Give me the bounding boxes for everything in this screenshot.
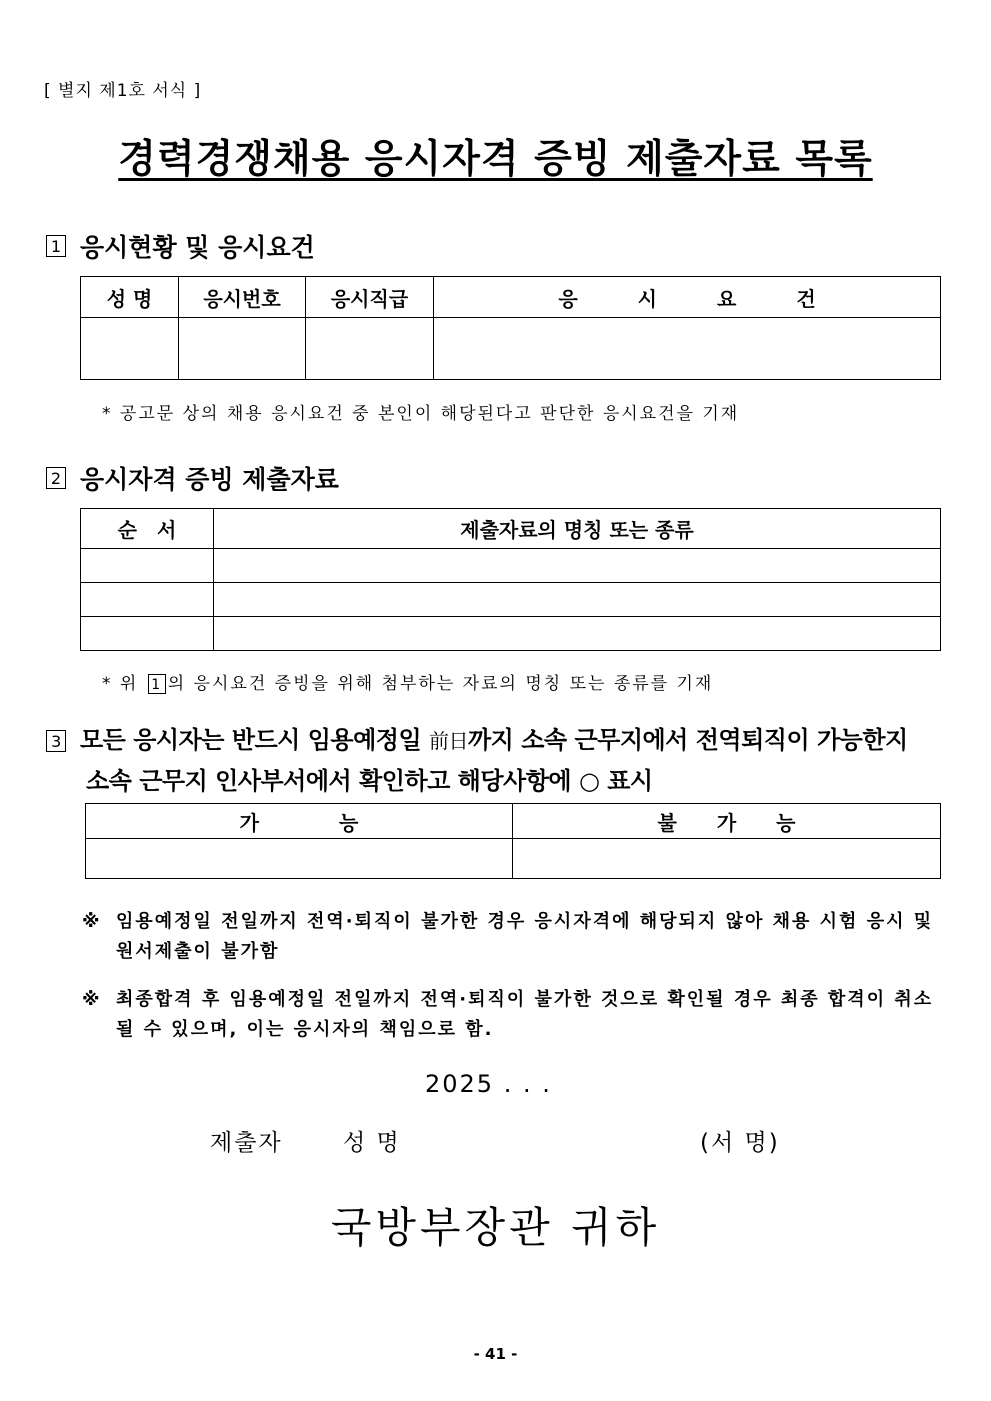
header-document-name: 제출자료의 명칭 또는 종류 [214,509,941,549]
section-1-title: 응시현황 및 응시요건 [80,233,315,262]
input-exam-number[interactable] [179,318,306,380]
section-3-heading-line2: 소속 근무지 인사부서에서 확인하고 해당사항에 ○ 표시 [86,767,653,795]
mark-impossible[interactable] [513,839,941,879]
warning-2: ※ 최종합격 후 임용예정일 전일까지 전역·퇴직이 불가한 것으로 확인될 경우 최종 합격이 취소될 수 있으며, 이는 응시자의 책임으로 함. [82,985,944,1045]
input-order[interactable] [81,549,214,583]
input-exam-grade[interactable] [306,318,434,380]
input-order[interactable] [81,617,214,651]
submission-date: 2025 . . . [425,1070,552,1098]
section-3-heading: 3 모든 응시자는 반드시 임용예정일 前日까지 소속 근무지에서 전역퇴직이 가능한지 소속 근무지 인사부서에서 확인하고 해당사항에 ○ 표시 [46,720,956,801]
section-2-note: * 위 1 의 응시요건 증빙을 위해 첨부하는 자료의 명칭 또는 종류를 기재 [102,674,714,694]
header-exam-grade: 응시직급 [306,277,434,318]
input-requirements[interactable] [434,318,941,380]
form-label: [ 별지 제1호 서식 ] [44,81,202,101]
section-2-heading [46,460,339,496]
section-2-number: 2 [46,467,66,489]
header-impossible: 불 가 능 [513,804,941,839]
availability-table [85,803,941,879]
input-document-name[interactable] [214,583,941,617]
input-document-name[interactable] [214,549,941,583]
header-possible: 가 능 [86,804,513,839]
header-exam-number: 응시번호 [179,277,306,318]
section-1-heading [46,228,315,264]
requirements-table [80,276,941,380]
document-title: 경력경쟁채용 응시자격 증빙 제출자료 목록 [118,137,873,182]
signature-label: (서 명) [700,1130,780,1156]
section-1-note: * 공고문 상의 채용 응시요건 중 본인이 해당된다고 판단한 응시요건을 기재 [102,404,740,424]
warning-1: ※ 임용예정일 전일까지 전역·퇴직이 불가한 경우 응시자격에 해당되지 않아 채용 시험 응시 및 원서제출이 불가함 [82,907,944,967]
header-requirements: 응 시 요 건 [434,277,941,318]
submitter-label: 제출자 [210,1130,283,1156]
header-order: 순 서 [81,509,214,549]
name-label: 성 명 [343,1130,401,1156]
reference-mark-icon: ※ [82,989,102,1010]
page-number: - 41 - [473,1345,518,1363]
mark-possible[interactable] [86,839,513,879]
input-name[interactable] [81,318,179,380]
addressee: 국방부장관 귀하 [330,1203,661,1252]
input-document-name[interactable] [214,617,941,651]
section-ref-number: 1 [148,674,166,694]
input-order[interactable] [81,583,214,617]
section-1-number: 1 [46,235,66,257]
section-3-number: 3 [46,730,66,752]
documents-table [80,508,941,651]
section-2-title: 응시자격 증빙 제출자료 [80,465,339,494]
reference-mark-icon: ※ [82,911,102,932]
header-name: 성 명 [81,277,179,318]
